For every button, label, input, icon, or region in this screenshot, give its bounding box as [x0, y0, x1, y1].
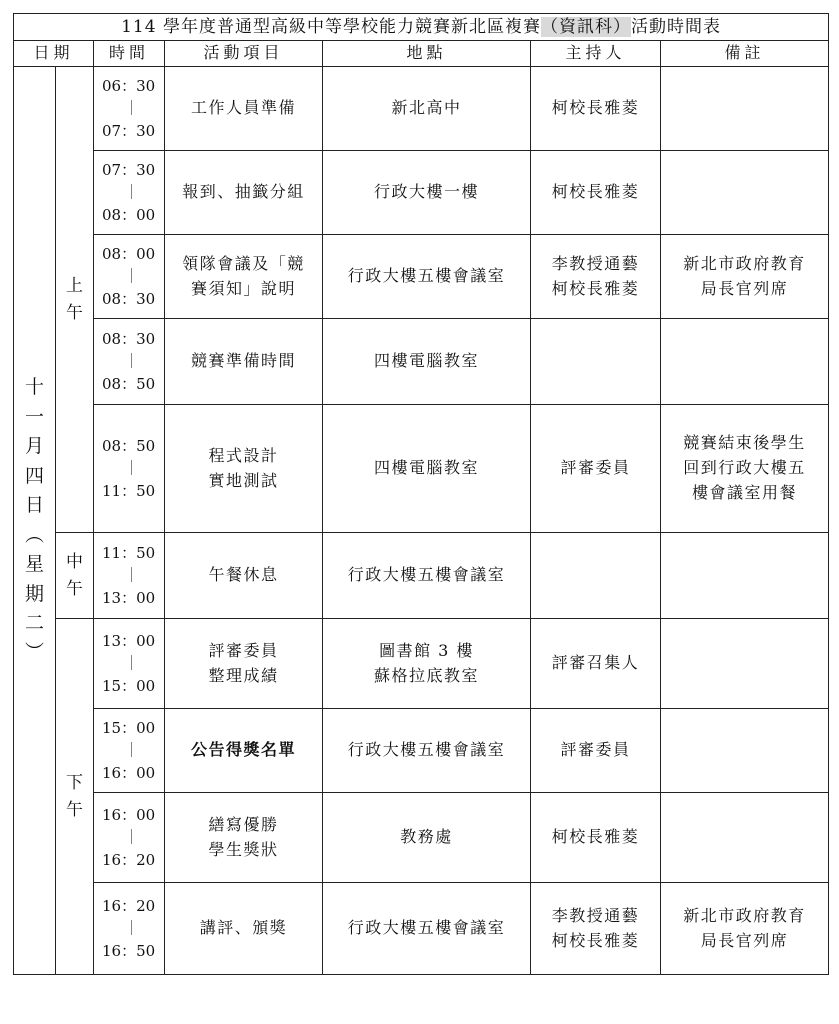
time-separator: ｜ [124, 352, 140, 371]
time-end: 15：00 [102, 677, 156, 696]
cell-line: 柯校長雅菱 [551, 827, 640, 847]
date-char: ︶ [24, 641, 44, 664]
activity-cell [165, 883, 323, 975]
header-location: 地點 [323, 41, 531, 67]
time-cell [94, 619, 165, 709]
location-cell [323, 67, 531, 151]
time-separator: ｜ [124, 654, 140, 673]
schedule-row [14, 793, 829, 883]
schedule-row [14, 883, 829, 975]
time-cell [94, 319, 165, 405]
cell-line: 報到、抽籤分組 [182, 182, 305, 202]
time-start: 16：20 [102, 896, 156, 915]
cell-line: 新北市政府教育 [683, 253, 806, 273]
host-cell [531, 151, 661, 235]
cell-line: 實地測試 [208, 470, 279, 490]
note-cell [661, 235, 829, 319]
schedule-row [14, 319, 829, 405]
time-end: 16：50 [102, 942, 156, 961]
time-start: 06：30 [102, 76, 156, 95]
cell-line: 午餐休息 [208, 565, 279, 585]
note-cell [661, 793, 829, 883]
schedule-row [14, 405, 829, 533]
table-title [14, 14, 829, 41]
time-cell [94, 533, 165, 619]
cell-line: 局長官列席 [700, 930, 789, 950]
host-cell [531, 235, 661, 319]
cell-line: 行政大樓五樓會議室 [347, 918, 506, 938]
date-char: 月 [24, 435, 44, 458]
location-cell [323, 793, 531, 883]
cell-line: 柯校長雅菱 [551, 930, 640, 950]
schedule-row [14, 67, 829, 151]
cell-line: 局長官列席 [700, 278, 789, 298]
host-cell [531, 709, 661, 793]
time-end: 16：00 [102, 764, 156, 783]
cell-line: 程式設計 [208, 445, 279, 465]
cell-line: 新北高中 [391, 98, 462, 118]
location-cell [323, 533, 531, 619]
time-separator: ｜ [124, 459, 140, 478]
time-cell [94, 883, 165, 975]
host-cell [531, 67, 661, 151]
cell-line: 四樓電腦教室 [373, 351, 479, 371]
time-cell [94, 67, 165, 151]
host-cell [531, 405, 661, 533]
cell-line: 樓會議室用餐 [692, 483, 798, 503]
title-row [14, 14, 829, 41]
note-cell [661, 405, 829, 533]
location-cell [323, 883, 531, 975]
date-char: 二 [24, 611, 44, 634]
note-cell [661, 533, 829, 619]
location-cell [323, 235, 531, 319]
activity-cell [165, 619, 323, 709]
time-separator: ｜ [124, 741, 140, 760]
location-cell [323, 619, 531, 709]
cell-line: 評審委員 [208, 640, 279, 660]
schedule-row [14, 709, 829, 793]
cell-line: 李教授通藝 [551, 253, 640, 273]
schedule-row [14, 235, 829, 319]
time-start: 08：30 [102, 329, 156, 348]
cell-line: 回到行政大樓五 [683, 458, 806, 478]
note-cell [661, 67, 829, 151]
cell-line: 評審委員 [560, 740, 631, 760]
cell-line: 領隊會議及「競 [182, 253, 305, 273]
cell-line: 學生獎狀 [208, 839, 279, 859]
date-char: 日 [24, 494, 44, 517]
activity-cell [165, 709, 323, 793]
note-cell [661, 151, 829, 235]
time-start: 11：50 [102, 543, 156, 562]
header-host: 主持人 [531, 41, 661, 67]
date-char: ︵ [24, 523, 44, 546]
cell-line: 評審委員 [560, 458, 631, 478]
header-time: 時間 [94, 41, 165, 67]
time-end: 13：00 [102, 589, 156, 608]
title-subject-highlight: （資訊科） [540, 17, 631, 37]
cell-line: 整理成績 [208, 665, 279, 685]
cell-line: 行政大樓五樓會議室 [347, 740, 506, 760]
date-cell [14, 67, 56, 975]
location-cell [323, 709, 531, 793]
cell-line: 教務處 [400, 827, 453, 847]
cell-line: 柯校長雅菱 [551, 278, 640, 298]
time-separator: ｜ [124, 267, 140, 286]
date-char: 星 [24, 553, 44, 576]
cell-line: 蘇格拉底教室 [373, 665, 479, 685]
host-cell [531, 793, 661, 883]
time-end: 08：30 [102, 290, 156, 309]
cell-line: 行政大樓五樓會議室 [347, 266, 506, 286]
time-end: 08：00 [102, 206, 156, 225]
cell-line: 新北市政府教育 [683, 905, 806, 925]
title-text-start: 114 學年度普通型高級中等學校能力競賽新北區複賽 [121, 17, 541, 37]
time-cell [94, 151, 165, 235]
activity-cell [165, 319, 323, 405]
schedule-table [13, 13, 829, 975]
time-cell [94, 405, 165, 533]
time-separator: ｜ [124, 183, 140, 202]
time-start: 13：00 [102, 631, 156, 650]
cell-line: 行政大樓一樓 [373, 182, 479, 202]
date-char: 四 [24, 464, 44, 487]
cell-line: 柯校長雅菱 [551, 98, 640, 118]
period-char: 午 [66, 799, 83, 820]
period-char: 上 [66, 276, 83, 297]
time-cell [94, 793, 165, 883]
date-char: 十 [24, 376, 44, 399]
cell-line: 競賽準備時間 [190, 351, 296, 371]
cell-line: 李教授通藝 [551, 905, 640, 925]
cell-line: 四樓電腦教室 [373, 458, 479, 478]
activity-cell [165, 793, 323, 883]
time-separator: ｜ [124, 828, 140, 847]
time-end: 07：30 [102, 122, 156, 141]
period-morning [56, 67, 94, 533]
time-separator: ｜ [124, 99, 140, 118]
header-row [14, 41, 829, 67]
time-separator: ｜ [124, 919, 140, 938]
header-date: 日期 [14, 41, 94, 67]
location-cell [323, 151, 531, 235]
time-start: 08：50 [102, 436, 156, 455]
host-cell [531, 883, 661, 975]
activity-cell [165, 151, 323, 235]
header-note: 備註 [661, 41, 829, 67]
period-noon [56, 533, 94, 619]
period-afternoon [56, 619, 94, 975]
cell-line: 講評、頒獎 [199, 918, 288, 938]
time-cell [94, 235, 165, 319]
cell-line: 柯校長雅菱 [551, 182, 640, 202]
cell-line: 工作人員準備 [190, 98, 296, 118]
time-cell [94, 709, 165, 793]
activity-cell [165, 235, 323, 319]
activity-cell [165, 67, 323, 151]
cell-line: 競賽結束後學生 [683, 433, 806, 453]
schedule-row [14, 151, 829, 235]
location-cell [323, 405, 531, 533]
host-cell [531, 533, 661, 619]
host-cell [531, 319, 661, 405]
time-end: 16：20 [102, 851, 156, 870]
activity-cell [165, 533, 323, 619]
cell-line: 賽須知」說明 [190, 278, 296, 298]
period-char: 午 [66, 578, 83, 599]
time-end: 08：50 [102, 375, 156, 394]
time-start: 08：00 [102, 244, 156, 263]
time-start: 07：30 [102, 160, 156, 179]
note-cell [661, 319, 829, 405]
time-start: 15：00 [102, 718, 156, 737]
cell-line: 公告得獎名單 [190, 740, 296, 760]
cell-line: 行政大樓五樓會議室 [347, 565, 506, 585]
location-cell [323, 319, 531, 405]
cell-line: 繕寫優勝 [208, 814, 279, 834]
host-cell [531, 619, 661, 709]
cell-line: 圖書館 3 樓 [379, 640, 474, 660]
note-cell [661, 709, 829, 793]
note-cell [661, 883, 829, 975]
date-char: 一 [24, 405, 44, 428]
period-char: 中 [66, 552, 83, 573]
period-char: 午 [66, 302, 83, 323]
time-separator: ｜ [124, 566, 140, 585]
header-activity: 活動項目 [165, 41, 323, 67]
time-start: 16：00 [102, 805, 156, 824]
period-char: 下 [66, 773, 83, 794]
cell-line: 評審召集人 [551, 653, 640, 673]
time-end: 11：50 [102, 482, 156, 501]
date-char: 期 [24, 582, 44, 605]
title-text-end: 活動時間表 [630, 17, 721, 37]
schedule-row [14, 619, 829, 709]
schedule-row [14, 533, 829, 619]
note-cell [661, 619, 829, 709]
activity-cell [165, 405, 323, 533]
